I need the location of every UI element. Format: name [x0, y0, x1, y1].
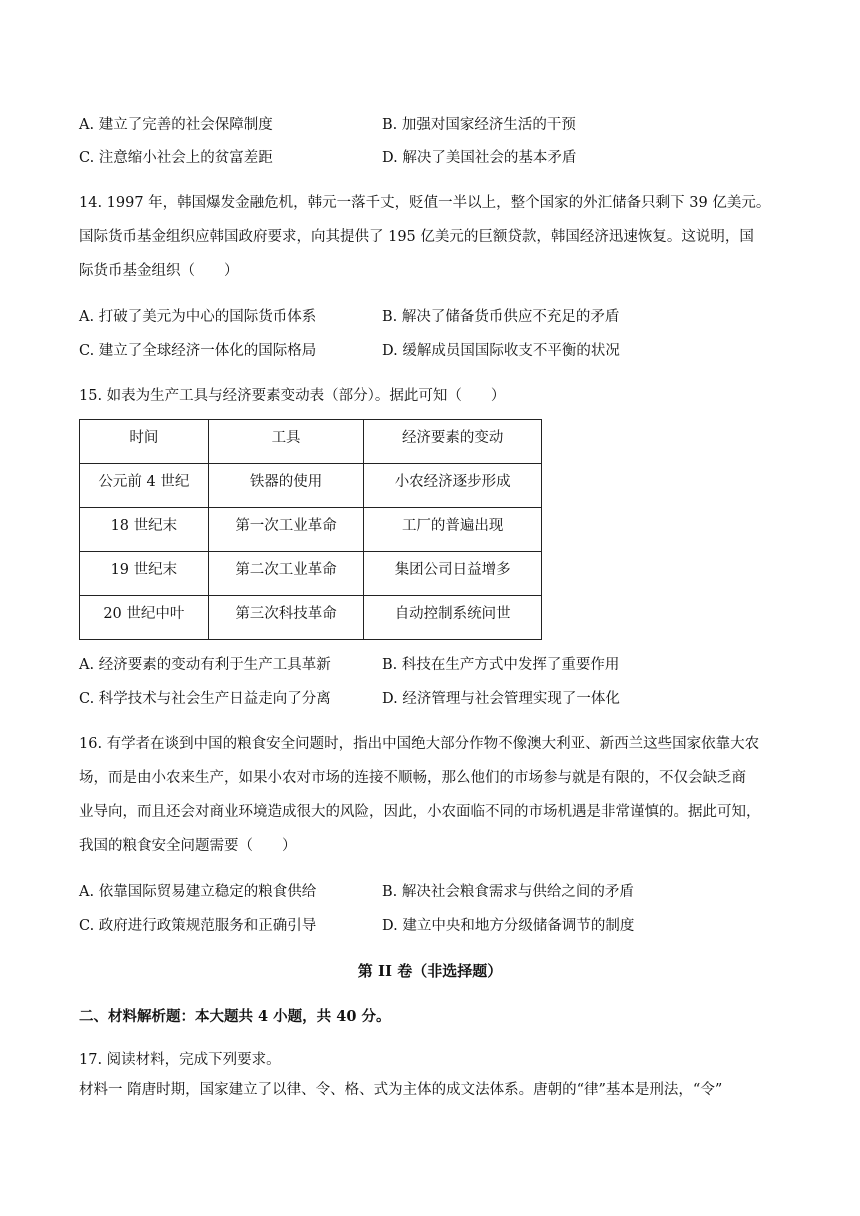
table-header-cell: 经济要素的变动: [364, 420, 542, 464]
q14-stem-line-1: 14. 1997 年，韩国爆发金融危机，韩元一落千丈，贬值一半以上，整个国家的外汇储备只剩下 39 亿美元。: [79, 195, 771, 211]
q17-material-line: 材料一 隋唐时期，国家建立了以律、令、格、式为主体的成文法体系。唐朝的“律”基本是刑法，“令”: [79, 1082, 723, 1098]
q13-option-d: D. 解决了美国社会的基本矛盾: [382, 150, 577, 166]
table-cell: 第一次工业革命: [208, 508, 364, 552]
table-cell: 20 世纪中叶: [80, 596, 209, 640]
table-cell: 第三次科技革命: [208, 596, 364, 640]
table-row: [80, 552, 542, 596]
table-cell: 公元前 4 世纪: [80, 464, 209, 508]
table-cell: 集团公司日益增多: [364, 552, 542, 596]
q16-stem-line-4: 我国的粮食安全问题需要（ ）: [79, 838, 297, 854]
q14-option-a: A. 打破了美元为中心的国际货币体系: [79, 309, 317, 325]
table-cell: 工厂的普遍出现: [364, 508, 542, 552]
section-heading: 二、材料解析题：本大题共 4 小题，共 40 分。: [79, 1008, 391, 1025]
q16-stem-line-2: 场，而是由小农来生产，如果小农对市场的连接不顺畅，那么他们的市场参与就是有限的，不仅会缺乏商: [79, 770, 746, 786]
q16-stem-line-1: 16. 有学者在谈到中国的粮食安全问题时，指出中国绝大部分作物不像澳大利亚、新西兰这些国家依靠大农: [79, 736, 760, 752]
table-header-cell: 时间: [80, 420, 209, 464]
q17-stem: 17. 阅读材料，完成下列要求。: [79, 1052, 281, 1068]
q14-option-d: D. 缓解成员国国际收支不平衡的状况: [382, 343, 620, 359]
q16-stem-line-3: 业导向，而且还会对商业环境造成很大的风险，因此，小农面临不同的市场机遇是非常谨慎的。据此可知，: [79, 804, 761, 820]
table-cell: 小农经济逐步形成: [364, 464, 542, 508]
table-row: [80, 508, 542, 552]
part2-title: 第 II 卷（非选择题）: [357, 962, 503, 980]
q15-stem: 15. 如表为生产工具与经济要素变动表（部分）。据此可知（ ）: [79, 388, 506, 404]
q13-option-a: A. 建立了完善的社会保障制度: [79, 117, 273, 133]
q14-option-c: C. 建立了全球经济一体化的国际格局: [79, 343, 317, 359]
table-cell: 第二次工业革命: [208, 552, 364, 596]
q13-option-c: C. 注意缩小社会上的贫富差距: [79, 150, 273, 166]
table-header-row: [80, 420, 542, 464]
q14-option-b: B. 解决了储备货币供应不充足的矛盾: [382, 309, 620, 325]
q14-stem-line-2: 国际货币基金组织应韩国政府要求，向其提供了 195 亿美元的巨额贷款，韩国经济迅速恢复。这说明，国: [79, 229, 754, 245]
table-cell: 自动控制系统问世: [364, 596, 542, 640]
q16-option-a: A. 依靠国际贸易建立稳定的粮食供给: [79, 884, 317, 900]
table-cell: 铁器的使用: [208, 464, 364, 508]
q13-option-b: B. 加强对国家经济生活的干预: [382, 117, 576, 133]
q14-stem-line-3: 际货币基金组织（ ）: [79, 263, 239, 279]
table-row: [80, 464, 542, 508]
table-header-cell: 工具: [208, 420, 364, 464]
q15-option-a: A. 经济要素的变动有利于生产工具革新: [79, 657, 331, 673]
q15-option-d: D. 经济管理与社会管理实现了一体化: [382, 691, 620, 707]
table-cell: 19 世纪末: [80, 552, 209, 596]
table-cell: 18 世纪末: [80, 508, 209, 552]
q16-option-b: B. 解决社会粮食需求与供给之间的矛盾: [382, 884, 634, 900]
q15-option-b: B. 科技在生产方式中发挥了重要作用: [382, 657, 620, 673]
q15-option-c: C. 科学技术与社会生产日益走向了分离: [79, 691, 331, 707]
q16-option-d: D. 建立中央和地方分级储备调节的制度: [382, 918, 635, 934]
q15-table: [79, 419, 542, 640]
q16-option-c: C. 政府进行政策规范服务和正确引导: [79, 918, 317, 934]
table-row: [80, 596, 542, 640]
